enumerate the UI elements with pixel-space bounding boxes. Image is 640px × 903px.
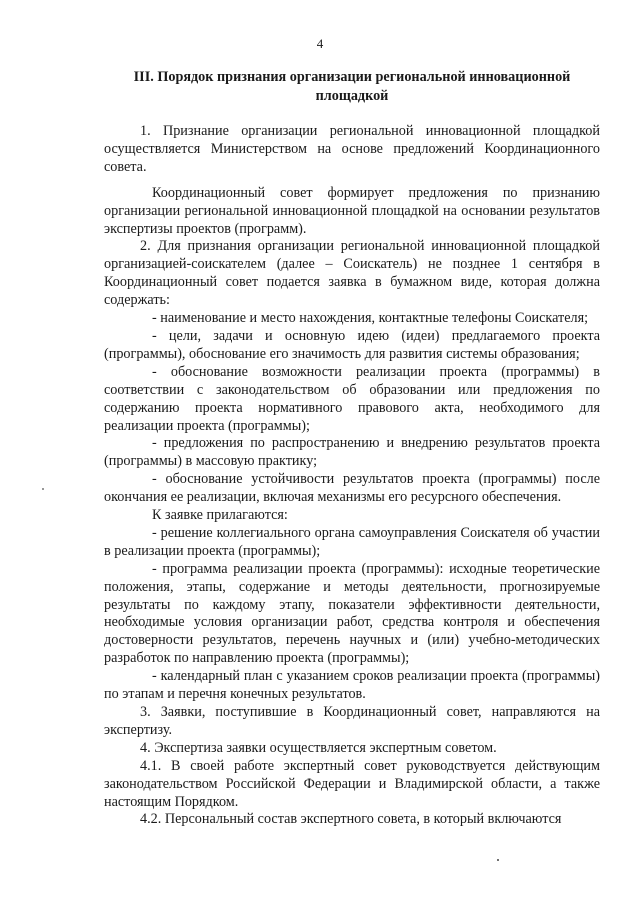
section-heading <box>104 68 600 106</box>
section-heading-line-1: III. Порядок признания организации региональной инновационной <box>133 69 571 85</box>
paragraph-1: 1. Признание организации региональной инновационной площадкой осуществляется Министерством на основе предложений Координационного совета. <box>104 123 600 175</box>
scan-dot <box>497 859 499 861</box>
document-body <box>104 123 600 829</box>
attachment-program: - программа реализации проекта (программы): исходные теоретические положения, этапы, содержание и методы деятельности, прогнозируемые результаты по каждому этапу, показатели эффективности деятельности, необходимые условия организации работ, средства контроля и обеспечения достоверности результатов, перечень научных и (или) учебно-методических разработок по направлению проекта (программы); <box>104 560 600 667</box>
section-heading-line-2: площадкой <box>315 88 389 104</box>
list-item-sustainability: - обоснование устойчивости результатов проекта (программы) после окончания ее реализации, включая механизмы его ресурсного обеспечения. <box>104 471 600 506</box>
paragraph-4-expertise: 4. Экспертиза заявки осуществляется экспертным советом. <box>140 739 497 756</box>
paragraph-3: 2. Для признания организации региональной инновационной площадкой организацией-соискателем (далее – Соискатель) не позднее 1 сентября в Координационный совет подается заявка в бумажном виде, которая должна содержать: <box>104 238 600 309</box>
page-number: 4 <box>316 36 324 51</box>
list-item-dissemination: - предложения по распространению и внедрению результатов проекта (программы) в массовую практику; <box>104 435 600 470</box>
list-item-goals: - цели, задачи и основную идею (идеи) предлагаемого проекта (программы), обоснование его значимость для развития системы образования; <box>104 327 600 362</box>
paragraph-2: Координационный совет формирует предложения по признанию организации региональной инновационной площадкой на основании результатов экспертизы проектов (программ). <box>104 184 600 237</box>
attachment-decision: - решение коллегиального органа самоуправления Соискателя об участии в реализации проекта (программы); <box>104 524 600 559</box>
attachments-intro: К заявке прилагаются: <box>152 507 288 524</box>
scan-speck <box>42 488 44 490</box>
paragraph-4-1: 4.1. В своей работе экспертный совет руководствуется действующим законодательством Российской Федерации и Владимирской области, а также настоящим Порядком. <box>104 757 600 810</box>
list-item-justification: - обоснование возможности реализации проекта (программы) в соответствии с законодательством об образовании или предложения по содержанию проекта нормативного правового акта, необходимого для реализации проекта (программы); <box>104 363 600 434</box>
attachment-calendar-plan: - календарный план с указанием сроков реализации проекта (программы) по этапам и перечня конечных результатов. <box>104 668 600 703</box>
list-item-name-location: - наименование и место нахождения, контактные телефоны Соискателя; <box>152 310 589 327</box>
paragraph-3-applications: 3. Заявки, поступившие в Координационный совет, направляются на экспертизу. <box>104 704 600 738</box>
paragraph-4-2: 4.2. Персональный состав экспертного совета, в который включаются <box>140 811 562 828</box>
